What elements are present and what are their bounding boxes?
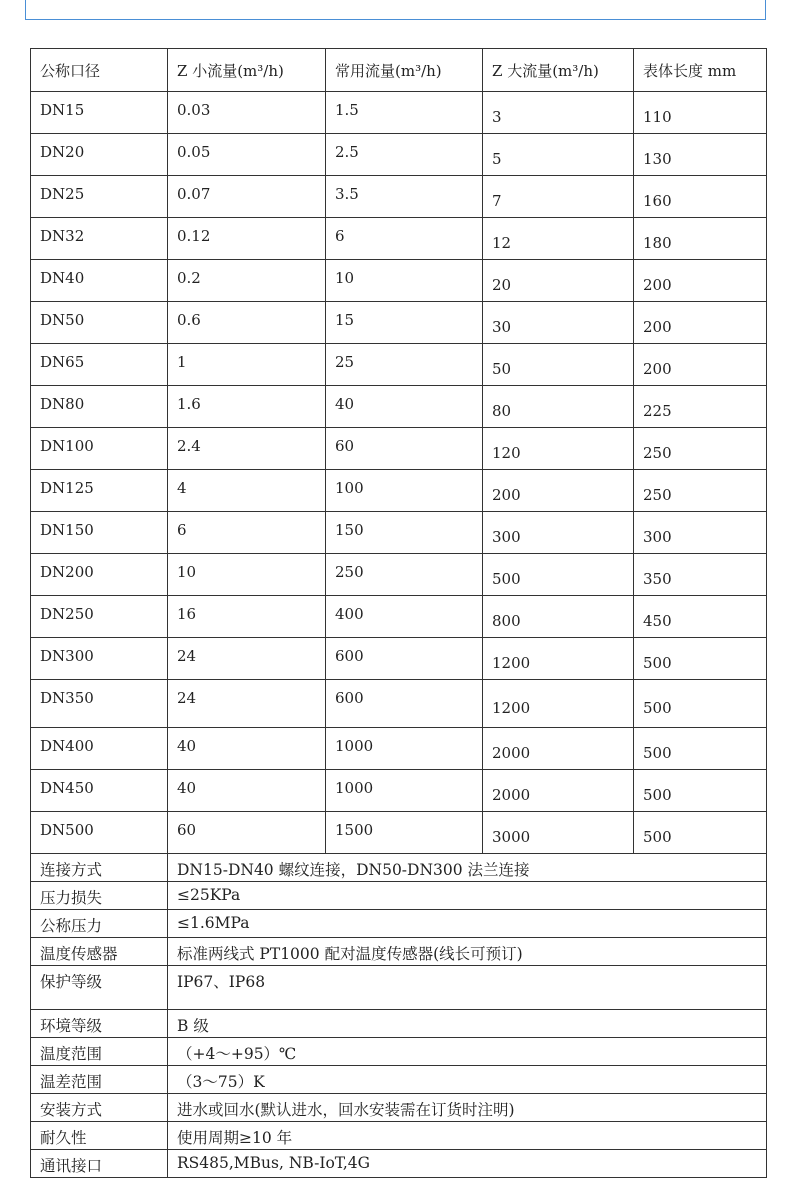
spec-label: 压力损失 [31, 882, 168, 910]
table-cell: DN450 [31, 770, 168, 812]
table-cell: 4 [168, 470, 326, 512]
table-cell: 3.5 [326, 176, 483, 218]
spec-label: 耐久性 [31, 1122, 168, 1150]
table-cell: 2.5 [326, 134, 483, 176]
table-row [31, 680, 767, 728]
table-cell: 500 [634, 638, 767, 680]
table-cell: 60 [168, 812, 326, 854]
table-cell: 3000 [483, 812, 634, 854]
table-cell: 250 [326, 554, 483, 596]
table-cell: 15 [326, 302, 483, 344]
header-cell: 表体长度 mm [634, 49, 767, 92]
spec-value: ≤1.6MPa [168, 910, 767, 938]
table-cell: DN150 [31, 512, 168, 554]
table-cell: 2000 [483, 728, 634, 770]
table-cell: 40 [168, 728, 326, 770]
table-row [31, 770, 767, 812]
spec-label: 温度范围 [31, 1038, 168, 1066]
table-row [31, 728, 767, 770]
table-cell: 600 [326, 680, 483, 728]
table-cell: 160 [634, 176, 767, 218]
table-row [31, 218, 767, 260]
table-cell: 200 [634, 302, 767, 344]
spec-label: 温差范围 [31, 1066, 168, 1094]
table-cell: 500 [634, 728, 767, 770]
table-cell: DN350 [31, 680, 168, 728]
table-row [31, 554, 767, 596]
spec-label: 保护等级 [31, 966, 168, 1010]
table-cell: 180 [634, 218, 767, 260]
table-cell: 20 [483, 260, 634, 302]
spec-row [31, 854, 767, 882]
spec-row [31, 1094, 767, 1122]
spec-label: 安装方式 [31, 1094, 168, 1122]
table-cell: DN32 [31, 218, 168, 260]
table-cell: 40 [326, 386, 483, 428]
table-cell: DN400 [31, 728, 168, 770]
spec-row [31, 910, 767, 938]
table-cell: 6 [326, 218, 483, 260]
table-cell: 0.12 [168, 218, 326, 260]
spec-value: （+4～+95）℃ [168, 1038, 767, 1066]
table-cell: DN250 [31, 596, 168, 638]
table-cell: 300 [483, 512, 634, 554]
table-cell: 25 [326, 344, 483, 386]
table-row [31, 470, 767, 512]
spec-value: DN15-DN40 螺纹连接，DN50-DN300 法兰连接 [168, 854, 767, 882]
table-row [31, 428, 767, 470]
table-cell: 120 [483, 428, 634, 470]
table-cell: 30 [483, 302, 634, 344]
table-row [31, 512, 767, 554]
table-cell: DN40 [31, 260, 168, 302]
spec-value: IP67、IP68 [168, 966, 767, 1010]
spec-value: ≤25KPa [168, 882, 767, 910]
table-cell: 0.6 [168, 302, 326, 344]
spec-label: 通讯接口 [31, 1150, 168, 1178]
table-cell: DN100 [31, 428, 168, 470]
table-cell: 2.4 [168, 428, 326, 470]
spec-value: B 级 [168, 1010, 767, 1038]
table-row [31, 260, 767, 302]
table-cell: 200 [634, 260, 767, 302]
table-cell: 2000 [483, 770, 634, 812]
table-cell: 500 [634, 770, 767, 812]
spec-label: 连接方式 [31, 854, 168, 882]
table-row [31, 812, 767, 854]
table-cell: 24 [168, 638, 326, 680]
table-row [31, 92, 767, 134]
spec-value: （3～75）K [168, 1066, 767, 1094]
table-cell: 100 [326, 470, 483, 512]
table-cell: 500 [483, 554, 634, 596]
table-cell: 225 [634, 386, 767, 428]
table-cell: 500 [634, 812, 767, 854]
table-cell: 350 [634, 554, 767, 596]
table-cell: DN300 [31, 638, 168, 680]
spec-label: 环境等级 [31, 1010, 168, 1038]
table-row [31, 344, 767, 386]
spec-row [31, 1038, 767, 1066]
table-cell: 16 [168, 596, 326, 638]
table-cell: 600 [326, 638, 483, 680]
spec-row [31, 1010, 767, 1038]
spec-row [31, 1066, 767, 1094]
table-cell: 50 [483, 344, 634, 386]
table-cell: 250 [634, 428, 767, 470]
table-cell: 60 [326, 428, 483, 470]
spec-row [31, 1150, 767, 1178]
table-cell: 250 [634, 470, 767, 512]
table-cell: DN25 [31, 176, 168, 218]
table-cell: 40 [168, 770, 326, 812]
table-cell: 6 [168, 512, 326, 554]
spec-row [31, 966, 767, 1010]
table-cell: DN65 [31, 344, 168, 386]
table-cell: 0.03 [168, 92, 326, 134]
header-cell: Z 大流量(m³/h) [483, 49, 634, 92]
table-row [31, 302, 767, 344]
spec-value: 标准两线式 PT1000 配对温度传感器(线长可预订) [168, 938, 767, 966]
header-cell: Z 小流量(m³/h) [168, 49, 326, 92]
top-frame [25, 0, 766, 20]
spec-value: 使用周期≥10 年 [168, 1122, 767, 1150]
table-cell: 1.5 [326, 92, 483, 134]
table-cell: 450 [634, 596, 767, 638]
spec-table-body [31, 49, 767, 1178]
table-cell: 200 [634, 344, 767, 386]
table-header-row [31, 49, 767, 92]
table-cell: DN80 [31, 386, 168, 428]
spec-table [30, 48, 767, 1178]
table-cell: 1500 [326, 812, 483, 854]
table-cell: 400 [326, 596, 483, 638]
table-cell: 1000 [326, 770, 483, 812]
table-cell: 500 [634, 680, 767, 728]
table-cell: 3 [483, 92, 634, 134]
table-row [31, 386, 767, 428]
table-cell: 7 [483, 176, 634, 218]
table-cell: 10 [168, 554, 326, 596]
table-cell: 150 [326, 512, 483, 554]
table-cell: 110 [634, 92, 767, 134]
table-cell: DN125 [31, 470, 168, 512]
table-cell: 1200 [483, 680, 634, 728]
spec-row [31, 882, 767, 910]
table-cell: 300 [634, 512, 767, 554]
table-cell: 24 [168, 680, 326, 728]
table-cell: 130 [634, 134, 767, 176]
table-row [31, 596, 767, 638]
table-cell: 80 [483, 386, 634, 428]
table-cell: 0.07 [168, 176, 326, 218]
table-cell: 1000 [326, 728, 483, 770]
table-cell: 1 [168, 344, 326, 386]
table-cell: DN15 [31, 92, 168, 134]
spec-value: 进水或回水(默认进水，回水安装需在订货时注明) [168, 1094, 767, 1122]
table-cell: 5 [483, 134, 634, 176]
table-row [31, 176, 767, 218]
table-cell: 800 [483, 596, 634, 638]
table-cell: 1200 [483, 638, 634, 680]
table-row [31, 638, 767, 680]
table-cell: 10 [326, 260, 483, 302]
table-cell: 1.6 [168, 386, 326, 428]
table-cell: DN500 [31, 812, 168, 854]
table-cell: 0.2 [168, 260, 326, 302]
spec-value: RS485,MBus, NB-IoT,4G [168, 1150, 767, 1178]
spec-label: 温度传感器 [31, 938, 168, 966]
table-cell: 12 [483, 218, 634, 260]
header-cell: 公称口径 [31, 49, 168, 92]
table-cell: DN20 [31, 134, 168, 176]
table-cell: DN50 [31, 302, 168, 344]
spec-label: 公称压力 [31, 910, 168, 938]
spec-row [31, 1122, 767, 1150]
header-cell: 常用流量(m³/h) [326, 49, 483, 92]
table-cell: 0.05 [168, 134, 326, 176]
table-cell: 200 [483, 470, 634, 512]
spec-row [31, 938, 767, 966]
table-row [31, 134, 767, 176]
table-cell: DN200 [31, 554, 168, 596]
